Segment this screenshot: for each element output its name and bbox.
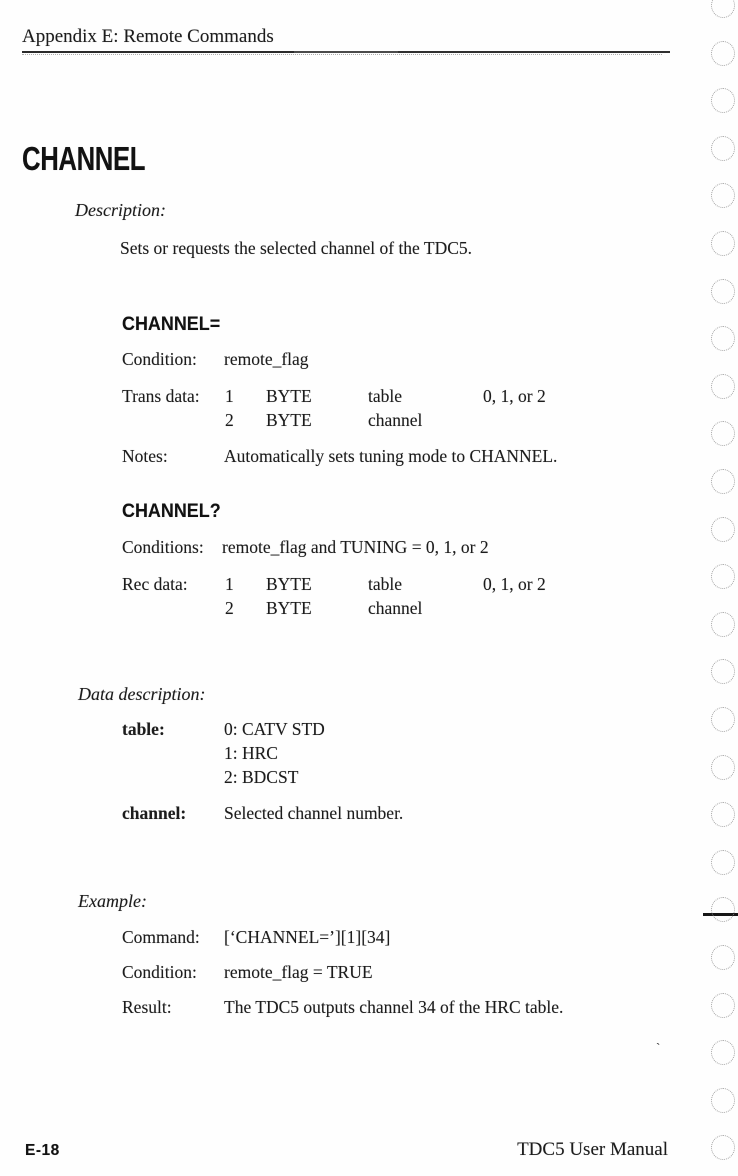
binding-hole [711,279,735,304]
header-rule [22,51,670,53]
binding-hole [711,612,735,637]
rec-data-label: Rec data: [122,574,188,594]
binding-hole [711,659,735,684]
binding-hole [711,945,735,970]
command-value: [‘CHANNEL=’][1][34] [224,927,391,947]
example-label: Example: [78,891,147,911]
byte-range: 0, 1, or 2 [483,386,546,406]
conditions-value: remote_flag and TUNING = 0, 1, or 2 [222,537,489,557]
page-header-title: Appendix E: Remote Commands [22,26,274,47]
rec-data-row-1 [0,574,738,600]
footer-manual-title: TDC5 User Manual [517,1139,668,1160]
channel-term-row [0,803,738,829]
binding-hole [711,88,735,113]
channel-term: channel: [122,803,187,823]
table-term: table: [122,719,165,739]
table-value-1: 1: HRC [224,743,278,763]
binding-hole [711,326,735,351]
binding-hole [711,755,735,780]
table-value-row [0,767,738,793]
notes-value: Automatically sets tuning mode to CHANNEL. [224,446,558,466]
byte-num: 2 [225,410,234,430]
scan-speck-artifact: ` [656,1040,661,1055]
byte-range: 0, 1, or 2 [483,574,546,594]
byte-name: table [368,386,403,406]
set-command-heading: CHANNEL= [122,313,221,335]
binding-hole [711,1088,735,1113]
example-result-row [0,997,738,1023]
rec-data-row-2 [0,598,738,624]
condition-label: Condition: [122,349,197,369]
trans-data-row-2 [0,410,738,436]
query-conditions-row [0,537,738,563]
set-condition-row [0,349,738,375]
binding-hole [711,517,735,542]
binding-hole [711,993,735,1018]
condition-label: Condition: [122,962,197,982]
description-text: Sets or requests the selected channel of the TDC5. [120,238,473,258]
table-value-0: 0: CATV STD [224,719,325,739]
byte-type: BYTE [266,574,312,594]
result-value: The TDC5 outputs channel 34 of the HRC table. [224,997,564,1017]
byte-name: table [368,574,403,594]
footer-page-number: E-18 [25,1142,60,1159]
binding-hole [711,1135,735,1160]
condition-value: remote_flag = TRUE [224,962,373,982]
byte-num: 1 [225,386,234,406]
description-label: Description: [75,200,166,220]
byte-num: 1 [225,574,234,594]
byte-num: 2 [225,598,234,618]
binding-hole [711,183,735,208]
binding-hole [711,41,735,66]
table-value-2: 2: BDCST [224,767,299,787]
header-rule-dotted [22,54,662,55]
binding-hole [711,231,735,256]
data-description-label: Data description: [78,684,206,704]
command-title: CHANNEL [22,140,146,177]
query-command-heading: CHANNEL? [122,500,221,522]
binding-hole [711,0,735,18]
result-label: Result: [122,997,172,1017]
trans-data-row-1 [0,386,738,412]
example-condition-row [0,962,738,988]
binding-hole [711,136,735,161]
byte-type: BYTE [266,386,312,406]
binding-hole [711,421,735,446]
byte-name: channel [368,410,423,430]
binding-hole [711,897,735,922]
table-term-row [0,719,738,745]
conditions-label: Conditions: [122,537,204,557]
notes-label: Notes: [122,446,168,466]
byte-type: BYTE [266,410,312,430]
table-value-row [0,743,738,769]
byte-name: channel [368,598,423,618]
binding-hole [711,707,735,732]
binding-hole [711,1040,735,1065]
example-command-row [0,927,738,953]
binding-hole [711,374,735,399]
command-label: Command: [122,927,200,947]
binding-hole [711,469,735,494]
byte-type: BYTE [266,598,312,618]
binding-hole [711,850,735,875]
trans-data-label: Trans data: [122,386,200,406]
condition-value: remote_flag [224,349,309,369]
channel-value: Selected channel number. [224,803,404,823]
notes-row [0,446,738,472]
